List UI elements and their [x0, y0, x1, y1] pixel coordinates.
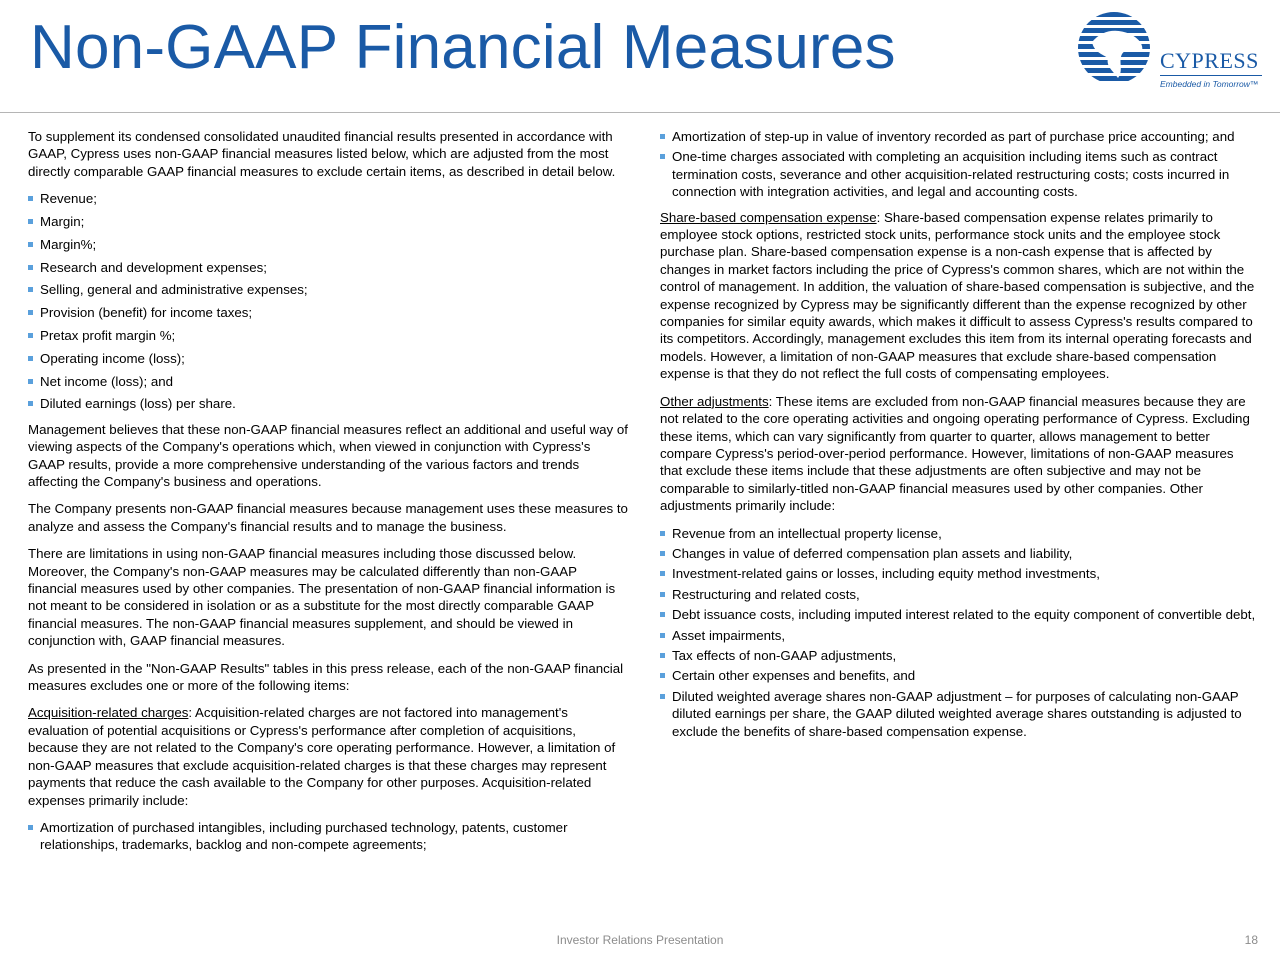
intro-paragraph: To supplement its condensed consolidated unaudited financial results presented in accordance with GAAP, Cypress uses non-GAAP financial measures listed below, which are adjusted from the most directly comparable GAAP financial measures to exclude certain items, as described in detail below.	[28, 129, 616, 179]
list-item: Certain other expenses and benefits, and	[660, 667, 1258, 684]
list-item: Provision (benefit) for income taxes;	[28, 304, 628, 321]
acquisition-items-list	[28, 819, 628, 854]
left-column	[28, 128, 628, 862]
measures-list	[28, 190, 628, 413]
acquisition-text: : Acquisition-related charges are not factored into management's evaluation of potential acquisitions or Cypress's performance after completion of acquisitions, because they are not related to the Company's core operating performance. However, a limitation of non-GAAP measures that exclude acquisition-related charges is that these charges may represent payments that reduce the cash available to the Company for other purposes. Acquisition-related expenses primarily include:	[28, 705, 616, 808]
right-column	[660, 128, 1258, 748]
list-item: Net income (loss); and	[28, 373, 628, 390]
list-item: Revenue;	[28, 190, 628, 207]
share-based-comp-heading: Share-based compensation expense	[660, 209, 877, 225]
list-item: Operating income (loss);	[28, 350, 628, 367]
footer-label: Investor Relations Presentation	[556, 933, 724, 947]
logo-wordmark: CYPRESS	[1160, 48, 1259, 73]
other-adjustments-list	[660, 525, 1258, 740]
list-item: Research and development expenses;	[28, 259, 628, 276]
slide-title: Non-GAAP Financial Measures	[30, 13, 896, 82]
other-adjustments-text: : These items are excluded from non-GAAP financial measures because they are not related to the core operating activities and ongoing operating performance of Cypress. Excluding these items, which can vary significantly from quarter to quarter, allows management to better compare Cypress's period-over-period performance. However, limitations of non-GAAP measures that exclude these items include that these adjustments are often subjective and may not be comparable to similarly-titled non-GAAP financial measures used by other companies. Other adjustments primarily include:	[660, 393, 1250, 514]
share-based-comp-text: : Share-based compensation expense relates primarily to employee stock options, restricted stock units, performance stock units and the employee stock purchase plan. Share-based compensation expense is a non-cash expense that is affected by changes in market factors including the price of Cypress's common shares, which are not within the control of management. In addition, the valuation of share-based compensation is subjective, and the expense recognized by Cypress may be significantly different than the expense recognized by other companies for similar equity awards, which makes it difficult to assess Cypress's results compared to its competitors. Accordingly, management excludes this item from its internal operating forecasts and models. However, a limitation of non-GAAP measures that exclude share-based compensation expense is that they do not reflect the full costs of compensating employees.	[660, 209, 1255, 382]
page-number: 18	[1244, 933, 1258, 947]
acquisition-heading: Acquisition-related charges	[28, 705, 189, 721]
title-divider	[0, 112, 1280, 113]
list-item: One-time charges associated with completing an acquisition including items such as contract termination costs, severance and other acquisition-related restructuring costs; costs incurred in connection with integration activities, and legal and accounting costs.	[660, 148, 1258, 200]
list-item: Debt issuance costs, including imputed interest related to the equity component of convertible debt,	[660, 606, 1258, 623]
list-item: Margin%;	[28, 236, 628, 253]
list-item: Diluted weighted average shares non-GAAP adjustment – for purposes of calculating non-GAAP diluted earnings per share, the GAAP diluted weighted average shares outstanding is adjusted to exclude the benefits of share-based compensation expense.	[660, 688, 1258, 740]
logo-divider	[1160, 75, 1262, 76]
logo-tagline: Embedded in Tomorrow™	[1160, 79, 1259, 89]
list-item: Amortization of purchased intangibles, including purchased technology, patents, customer relationships, trademarks, backlog and non-compete agreements;	[28, 819, 628, 854]
limitations-paragraph: There are limitations in using non-GAAP financial measures including those discussed below. Moreover, the Company's non-GAAP measures may be calculated differently than non-GAAP financial measures used by other companies. The presentation of non-GAAP financial information is not meant to be considered in isolation or as a substitute for the most directly comparable GAAP financial measures. The non-GAAP financial measures supplement, and should be viewed in conjunction with, GAAP financial measures.	[28, 546, 616, 649]
presented-paragraph: As presented in the "Non-GAAP Results" tables in this press release, each of the non-GAAP financial measures excludes one or more of the following items:	[28, 660, 624, 694]
list-item: Pretax profit margin %;	[28, 327, 628, 344]
management-paragraph: Management believes that these non-GAAP financial measures reflect an additional and useful way of viewing aspects of the Company's operations which, when viewed in conjunction with Cypress's GAAP results, provide a more comprehensive understanding of the various factors and trends affecting the Company's business and operations.	[28, 421, 628, 490]
list-item: Investment-related gains or losses, including equity method investments,	[660, 565, 1258, 582]
cypress-globe-icon	[1072, 8, 1158, 88]
list-item: Selling, general and administrative expenses;	[28, 281, 628, 298]
list-item: Tax effects of non-GAAP adjustments,	[660, 647, 1258, 664]
list-item: Diluted earnings (loss) per share.	[28, 395, 628, 412]
other-adjustments-heading: Other adjustments	[660, 393, 769, 409]
share-based-comp-paragraph	[660, 209, 1258, 383]
cypress-logo	[1072, 8, 1268, 104]
list-item: Asset impairments,	[660, 627, 1258, 644]
list-item: Changes in value of deferred compensation plan assets and liability,	[660, 545, 1258, 562]
list-item: Amortization of step-up in value of inventory recorded as part of purchase price accounting; and	[660, 128, 1258, 145]
list-item: Margin;	[28, 213, 628, 230]
list-item: Restructuring and related costs,	[660, 586, 1258, 603]
presents-paragraph: The Company presents non-GAAP financial measures because management uses these measures to analyze and assess the Company's financial results and to manage the business.	[28, 501, 628, 534]
acquisition-items-continued	[660, 128, 1258, 201]
other-adjustments-paragraph	[660, 393, 1258, 515]
acquisition-paragraph	[28, 704, 628, 808]
list-item: Revenue from an intellectual property license,	[660, 525, 1258, 542]
